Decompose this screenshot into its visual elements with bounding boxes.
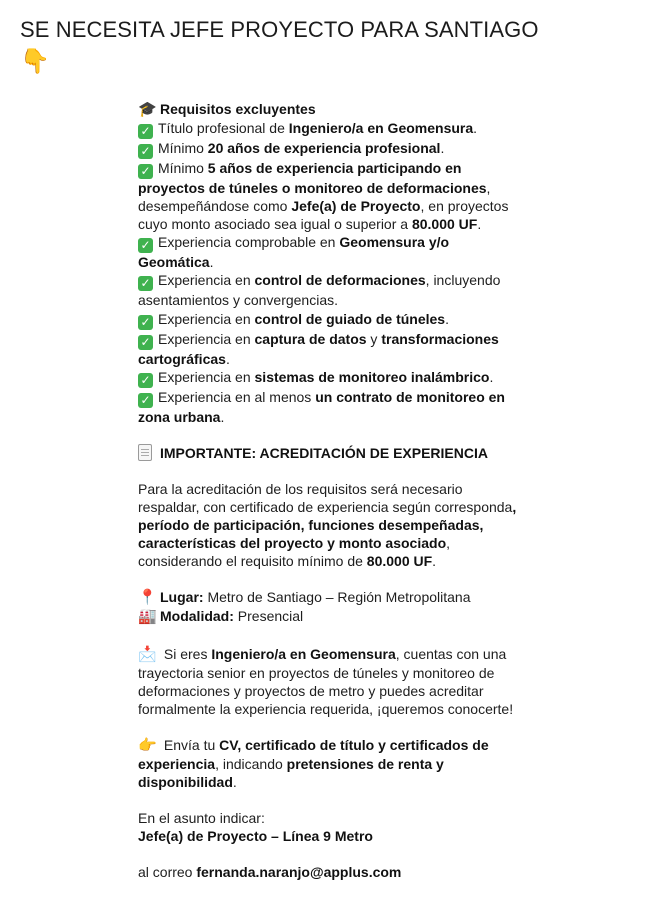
requisitos-heading: 🎓 Requisitos excluyentes [138, 101, 316, 118]
text-segment: control de deformaciones [254, 272, 426, 289]
requisito-item [138, 159, 518, 233]
pin-icon: 📍 [138, 589, 157, 607]
text-segment: y [366, 330, 382, 347]
text-segment: transformaciones cartográficas [138, 330, 499, 367]
importante-paragraph [138, 480, 518, 570]
lugar-value: Metro de Santiago – Región Metropolitana [203, 589, 471, 606]
check-mark-icon: ✓ [138, 276, 153, 291]
text-segment: , cuentas con una trayectoria senior en proyectos de túneles y monitoreo de deformaciones y proyectos de metro y puedes acreditar formalmente la experiencia requerida, ¡queremos conocerte! [138, 645, 514, 717]
text-segment: Experiencia en al menos [158, 388, 316, 405]
text-segment: un contrato de monitoreo en zona urbana [138, 388, 505, 425]
text-segment: , considerando el requisito mínimo de [138, 535, 451, 570]
text-segment: Mínimo [158, 160, 208, 177]
text-segment: Ingeniero/a en Geomensura [211, 645, 396, 662]
check-mark-icon: ✓ [138, 238, 153, 253]
requisito-item [138, 271, 518, 309]
text-segment: Experiencia comprobable en [158, 234, 340, 251]
asunto-label: En el asunto indicar: [138, 810, 265, 827]
text-segment: . [209, 254, 214, 271]
correo-line [138, 863, 518, 881]
check-mark-icon: ✓ [138, 393, 153, 408]
text-segment: pretensiones de renta y disponibilidad [138, 755, 444, 791]
factory-icon: 🏭 [138, 608, 157, 626]
check-mark-icon: ✓ [138, 335, 153, 350]
correo-email[interactable]: fernanda.naranjo@applus.com [196, 864, 402, 881]
document-icon [138, 444, 152, 461]
check-mark-icon: ✓ [138, 124, 153, 139]
requisitos-list [138, 119, 518, 426]
asunto-value: Jefe(a) de Proyecto – Línea 9 Metro [138, 828, 373, 845]
check-mark-icon: ✓ [138, 373, 153, 388]
text-segment: . [473, 120, 478, 137]
text-segment: , período de participación, funciones desempeñadas, características del proyecto y monto asociado [138, 498, 517, 552]
graduation-cap-icon: 🎓 [138, 101, 157, 118]
text-segment: . [432, 553, 437, 570]
check-mark-icon: ✓ [138, 315, 153, 330]
text-segment: Experiencia en [158, 310, 255, 327]
pointing-hand-icon: 👉 [138, 736, 157, 754]
text-segment: 5 años de experiencia participando en proyectos de túneles o monitoreo de deformaciones [138, 160, 487, 197]
text-segment: Experiencia en [158, 272, 255, 289]
requisito-item [138, 330, 518, 368]
text-segment: CV, certificado de título y certificados de experiencia [138, 736, 489, 772]
text-segment: Ingeniero/a en Geomensura [288, 120, 474, 137]
requisito-item [138, 310, 518, 330]
text-segment: Experiencia en [158, 330, 255, 347]
text-segment: , incluyendo asentamientos y convergencias. [138, 272, 501, 309]
modalidad-value: Presencial [233, 608, 304, 625]
text-segment: 20 años de experiencia profesional [207, 140, 441, 157]
text-segment: Mínimo [158, 140, 208, 157]
text-segment: 80.000 UF [366, 553, 433, 570]
text-segment: . [440, 140, 445, 157]
text-segment: Envía tu [160, 736, 220, 753]
check-mark-icon: ✓ [138, 144, 153, 159]
pointing-down-icon: 👇 [20, 48, 50, 75]
requisito-item [138, 233, 518, 271]
importante-heading: IMPORTANTE: ACREDITACIÓN DE EXPERIENCIA [138, 444, 518, 462]
text-segment: . [232, 774, 237, 791]
job-post-body [138, 100, 518, 881]
text-segment: sistemas de monitoreo inalámbrico [254, 368, 490, 385]
requisito-item [138, 368, 518, 388]
text-segment: . [489, 368, 494, 385]
text-segment: . [477, 216, 482, 233]
requisito-item [138, 119, 518, 139]
modalidad-label: Modalidad: [160, 608, 234, 625]
text-segment: control de guiado de túneles [254, 310, 446, 327]
text-segment: , desempeñándose como [138, 180, 491, 215]
page-title: SE NECESITA JEFE PROYECTO PARA SANTIAGO [20, 17, 539, 42]
lugar-line [138, 588, 518, 607]
text-segment: Para la acreditación de los requisitos será necesario respaldar, con certificado de experiencia según corresponda [138, 480, 513, 515]
text-segment: 80.000 UF [411, 216, 478, 233]
correo-label: al correo [138, 864, 197, 881]
text-segment: . [220, 408, 225, 425]
check-mark-icon: ✓ [138, 164, 153, 179]
envelope-icon: 📩 [138, 645, 157, 663]
text-segment: Título profesional de [158, 120, 289, 137]
lugar-label: Lugar: [160, 589, 204, 606]
text-segment: Jefe(a) de Proyecto [291, 198, 421, 215]
text-segment: Geomensura y/o Geomática [138, 234, 450, 271]
text-segment: , en proyectos cuyo monto asociado sea igual o superior a [138, 198, 509, 233]
text-segment: Si eres [160, 645, 212, 662]
envio-paragraph [138, 736, 518, 791]
text-segment: captura de datos [254, 330, 367, 347]
invitacion-paragraph [138, 645, 518, 718]
text-segment: . [225, 350, 230, 367]
text-segment: . [445, 310, 449, 327]
text-segment: Experiencia en [158, 368, 255, 385]
text-segment: , indicando [215, 755, 287, 772]
requisito-item [138, 388, 518, 426]
requisito-item [138, 139, 518, 159]
modalidad-line [138, 607, 518, 626]
